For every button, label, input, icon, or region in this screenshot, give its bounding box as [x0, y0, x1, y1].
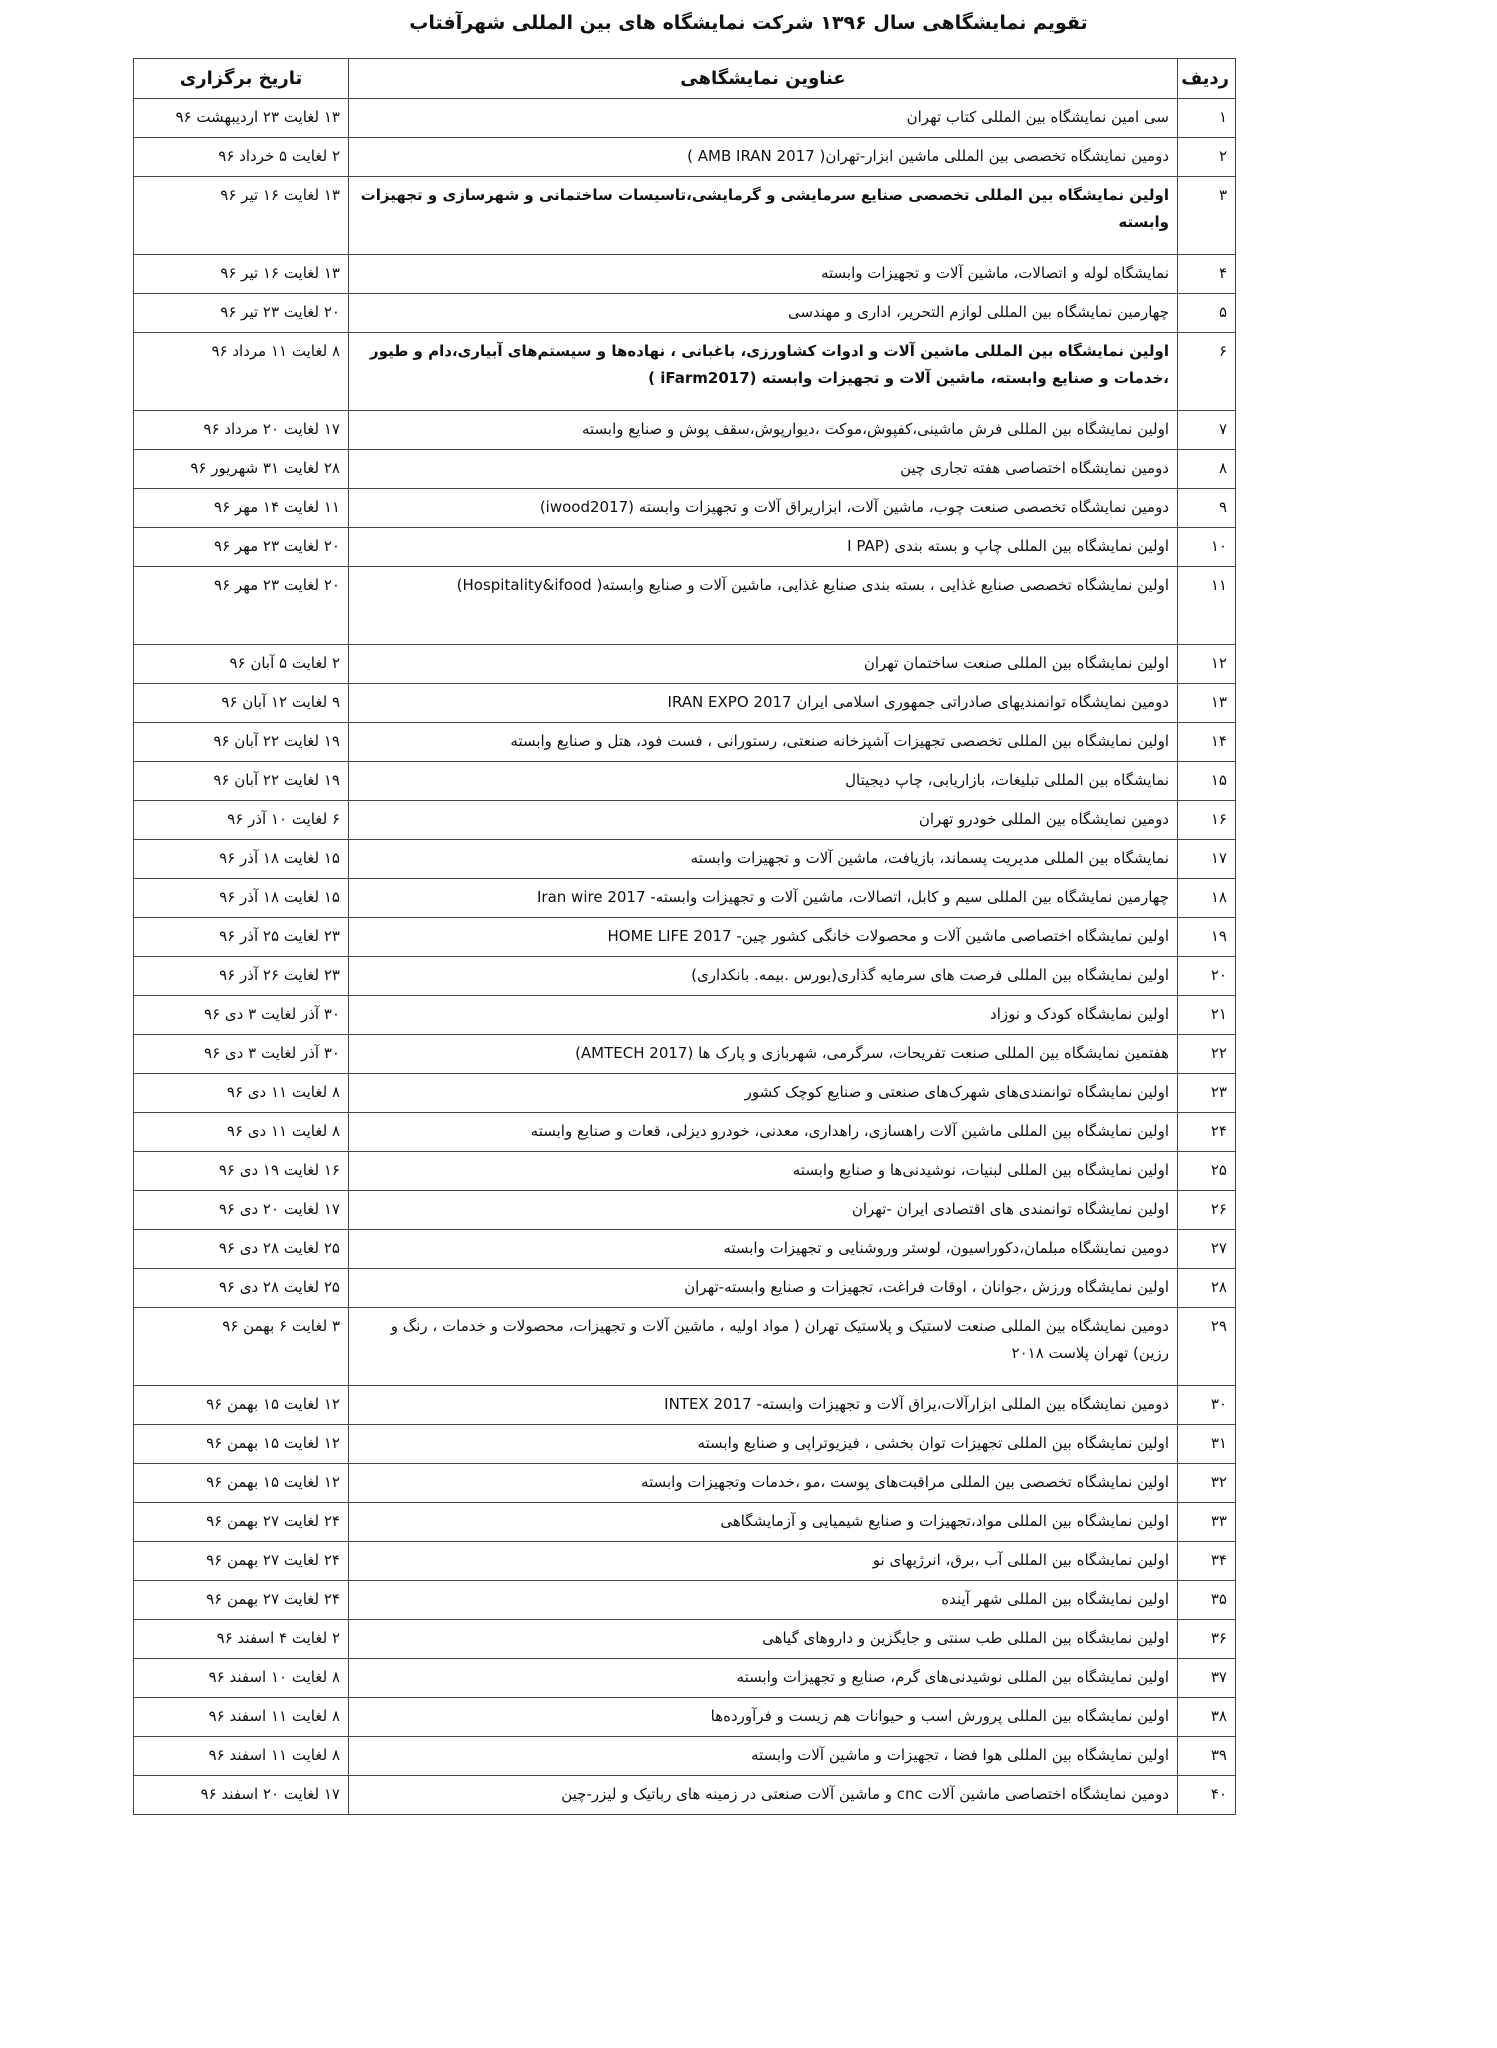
exhibition-date-cell: ۶ لغایت ۱۰ آذر ۹۶	[134, 801, 349, 840]
exhibition-date-cell: ۲۳ لغایت ۲۵ آذر ۹۶	[134, 918, 349, 957]
exhibition-title-cell: چهارمین نمایشگاه بین المللی لوازم التحریر، اداری و مهندسی	[349, 294, 1178, 333]
exhibition-title-cell: دومین نمایشگاه توانمندیهای صادراتی جمهوری اسلامی ایران IRAN EXPO 2017	[349, 684, 1178, 723]
table-row	[134, 1152, 1236, 1191]
row-index-cell: ۷	[1178, 411, 1236, 450]
exhibition-date-cell: ۱۶ لغایت ۱۹ دی ۹۶	[134, 1152, 349, 1191]
table-row	[134, 1737, 1236, 1776]
row-index-cell: ۲۴	[1178, 1113, 1236, 1152]
table-row	[134, 645, 1236, 684]
row-index-cell: ۱۳	[1178, 684, 1236, 723]
exhibition-date-cell: ۱۵ لغایت ۱۸ آذر ۹۶	[134, 879, 349, 918]
exhibition-title-cell: اولین نمایشگاه بین المللی نوشیدنی‌های گرم، صنایع و تجهیزات وابسته	[349, 1659, 1178, 1698]
exhibition-title-cell: اولین نمایشگاه ورزش ،جوانان ، اوقات فراغت، تجهیزات و صنایع وابسته-تهران	[349, 1269, 1178, 1308]
table-row	[134, 957, 1236, 996]
exhibition-date-cell: ۸ لغایت ۱۰ اسفند ۹۶	[134, 1659, 349, 1698]
exhibition-title-cell: نمایشگاه بین المللی مدیریت پسماند، بازیافت، ماشین آلات و تجهیزات وابسته	[349, 840, 1178, 879]
table-row	[134, 1659, 1236, 1698]
table-row	[134, 255, 1236, 294]
table-row	[134, 723, 1236, 762]
row-index-cell: ۳۵	[1178, 1581, 1236, 1620]
exhibition-date-cell: ۲۸ لغایت ۳۱ شهریور ۹۶	[134, 450, 349, 489]
exhibition-title-cell: اولین نمایشگاه کودک و نوزاد	[349, 996, 1178, 1035]
exhibition-date-cell: ۱۳ لغایت ۲۳ اردیبهشت ۹۶	[134, 99, 349, 138]
exhibition-date-cell: ۲۴ لغایت ۲۷ بهمن ۹۶	[134, 1542, 349, 1581]
table-row	[134, 1113, 1236, 1152]
exhibition-title-cell: چهارمین نمایشگاه بین المللی سیم و کابل، اتصالات، ماشین آلات و تجهیزات وابسته- Iran wire 2017	[349, 879, 1178, 918]
exhibition-date-cell: ۲۵ لغایت ۲۸ دی ۹۶	[134, 1230, 349, 1269]
row-index-cell: ۴	[1178, 255, 1236, 294]
row-index-cell: ۳۳	[1178, 1503, 1236, 1542]
exhibition-title-cell: اولین نمایشگاه بین المللی آب ،برق، انرژیهای نو	[349, 1542, 1178, 1581]
table-row	[134, 567, 1236, 645]
exhibition-date-cell: ۸ لغایت ۱۱ دی ۹۶	[134, 1074, 349, 1113]
exhibition-date-cell: ۳۰ آذر لغایت ۳ دی ۹۶	[134, 1035, 349, 1074]
exhibition-date-cell: ۲ لغایت ۵ خرداد ۹۶	[134, 138, 349, 177]
exhibition-date-cell: ۱۳ لغایت ۱۶ تیر ۹۶	[134, 255, 349, 294]
row-index-cell: ۱۰	[1178, 528, 1236, 567]
exhibition-title-cell: اولین نمایشگاه بین المللی صنعت ساختمان تهران	[349, 645, 1178, 684]
exhibition-date-cell: ۲۴ لغایت ۲۷ بهمن ۹۶	[134, 1581, 349, 1620]
exhibition-date-cell: ۲۵ لغایت ۲۸ دی ۹۶	[134, 1269, 349, 1308]
exhibition-title-cell: دومین نمایشگاه اختصاصی ماشین آلات cnc و ماشین آلات صنعتی در زمینه های رباتیک و لیزر-چین	[349, 1776, 1178, 1815]
exhibition-title-cell: اولین نمایشگاه بین المللی ماشین آلات راهسازی، راهداری، معدنی، خودرو دیزلی، قعات و صنایع وابسته	[349, 1113, 1178, 1152]
exhibition-title-cell: اولین نمایشگاه بین المللی شهر آینده	[349, 1581, 1178, 1620]
row-index-cell: ۲	[1178, 138, 1236, 177]
table-row	[134, 411, 1236, 450]
exhibition-calendar-table	[133, 58, 1236, 1815]
row-index-cell: ۸	[1178, 450, 1236, 489]
table-row	[134, 99, 1236, 138]
table-row	[134, 1581, 1236, 1620]
exhibition-title-cell: اولین نمایشگاه بین المللی پرورش اسب و حیوانات هم زیست و فرآورده‌ها	[349, 1698, 1178, 1737]
table-row	[134, 1386, 1236, 1425]
table-row	[134, 333, 1236, 411]
table-header-row	[134, 59, 1236, 99]
table-row	[134, 1503, 1236, 1542]
exhibition-date-cell: ۱۷ لغایت ۲۰ دی ۹۶	[134, 1191, 349, 1230]
exhibition-date-cell: ۱۷ لغایت ۲۰ مرداد ۹۶	[134, 411, 349, 450]
exhibition-title-cell: دومین نمایشگاه بین المللی ابزارآلات،یراق آلات و تجهیزات وابسته- INTEX 2017	[349, 1386, 1178, 1425]
table-row	[134, 1308, 1236, 1386]
row-index-cell: ۲۵	[1178, 1152, 1236, 1191]
row-index-cell: ۳۱	[1178, 1425, 1236, 1464]
exhibition-date-cell: ۲۴ لغایت ۲۷ بهمن ۹۶	[134, 1503, 349, 1542]
table-row	[134, 684, 1236, 723]
table-row	[134, 1230, 1236, 1269]
table-row	[134, 1776, 1236, 1815]
row-index-cell: ۱۶	[1178, 801, 1236, 840]
row-index-cell: ۵	[1178, 294, 1236, 333]
table-row	[134, 762, 1236, 801]
exhibition-title-cell: دومین نمایشگاه مبلمان،دکوراسیون، لوستر وروشنایی و تجهیزات وابسته	[349, 1230, 1178, 1269]
exhibition-date-cell: ۹ لغایت ۱۲ آبان ۹۶	[134, 684, 349, 723]
exhibition-title-cell: دومین نمایشگاه اختصاصی هفته تجاری چین	[349, 450, 1178, 489]
exhibition-date-cell: ۲ لغایت ۵ آبان ۹۶	[134, 645, 349, 684]
row-index-cell: ۱۴	[1178, 723, 1236, 762]
table-row	[134, 450, 1236, 489]
row-index-cell: ۱۸	[1178, 879, 1236, 918]
row-index-cell: ۲۱	[1178, 996, 1236, 1035]
table-row	[134, 1191, 1236, 1230]
row-index-cell: ۱۵	[1178, 762, 1236, 801]
header-title: عناوین نمایشگاهی	[349, 59, 1178, 99]
exhibition-title-cell: نمایشگاه لوله و اتصالات، ماشین آلات و تجهیزات وابسته	[349, 255, 1178, 294]
row-index-cell: ۱	[1178, 99, 1236, 138]
exhibition-title-cell: دومین نمایشگاه تخصصی بین المللی ماشین ابزار-تهران( AMB IRAN 2017 )	[349, 138, 1178, 177]
table-row	[134, 489, 1236, 528]
exhibition-title-cell: دومین نمایشگاه تخصصی صنعت چوب، ماشین آلات، ابزاریراق آلات و تجهیزات وابسته (iwood2017)	[349, 489, 1178, 528]
exhibition-date-cell: ۸ لغایت ۱۱ دی ۹۶	[134, 1113, 349, 1152]
row-index-cell: ۲۸	[1178, 1269, 1236, 1308]
exhibition-title-cell: اولین نمایشگاه بین المللی چاپ و بسته بندی (I PAP	[349, 528, 1178, 567]
row-index-cell: ۲۲	[1178, 1035, 1236, 1074]
table-row	[134, 1620, 1236, 1659]
table-row	[134, 294, 1236, 333]
table-row	[134, 1269, 1236, 1308]
table-row	[134, 918, 1236, 957]
exhibition-title-cell: اولین نمایشگاه بین المللی ماشین آلات و ادوات کشاورزی، باغبانی ، نهاده‌ها و سیستم‌های آبیاری،دام و طیور ،خدمات و صنایع وابسته، ماشین آلات و تجهیزات وابسته (iFarm2017 )	[349, 333, 1178, 411]
table-row	[134, 879, 1236, 918]
table-row	[134, 1425, 1236, 1464]
exhibition-date-cell: ۸ لغایت ۱۱ اسفند ۹۶	[134, 1737, 349, 1776]
table-row	[134, 1698, 1236, 1737]
row-index-cell: ۹	[1178, 489, 1236, 528]
table-row	[134, 840, 1236, 879]
exhibition-title-cell: اولین نمایشگاه بین المللی فرصت های سرمایه گذاری(بورس .بیمه. بانکداری)	[349, 957, 1178, 996]
exhibition-date-cell: ۱۹ لغایت ۲۲ آبان ۹۶	[134, 723, 349, 762]
row-index-cell: ۱۱	[1178, 567, 1236, 645]
row-index-cell: ۲۶	[1178, 1191, 1236, 1230]
row-index-cell: ۲۰	[1178, 957, 1236, 996]
row-index-cell: ۳۲	[1178, 1464, 1236, 1503]
header-index: ردیف	[1178, 59, 1236, 99]
row-index-cell: ۲۳	[1178, 1074, 1236, 1113]
row-index-cell: ۳۰	[1178, 1386, 1236, 1425]
row-index-cell: ۶	[1178, 333, 1236, 411]
header-date: تاریخ برگزاری	[134, 59, 349, 99]
exhibition-title-cell: اولین نمایشگاه اختصاصی ماشین آلات و محصولات خانگی کشور چین- HOME LIFE 2017	[349, 918, 1178, 957]
exhibition-date-cell: ۱۹ لغایت ۲۲ آبان ۹۶	[134, 762, 349, 801]
exhibition-title-cell: اولین نمایشگاه بین المللی هوا فضا ، تجهیزات و ماشین آلات وابسته	[349, 1737, 1178, 1776]
table-row	[134, 138, 1236, 177]
row-index-cell: ۲۷	[1178, 1230, 1236, 1269]
row-index-cell: ۱۲	[1178, 645, 1236, 684]
row-index-cell: ۴۰	[1178, 1776, 1236, 1815]
exhibition-title-cell: اولین نمایشگاه بین المللی مواد،تجهیزات و صنایع شیمیایی و آزمایشگاهی	[349, 1503, 1178, 1542]
exhibition-date-cell: ۳۰ آذر لغایت ۳ دی ۹۶	[134, 996, 349, 1035]
exhibition-date-cell: ۱۲ لغایت ۱۵ بهمن ۹۶	[134, 1425, 349, 1464]
table-row	[134, 996, 1236, 1035]
exhibition-date-cell: ۱۷ لغایت ۲۰ اسفند ۹۶	[134, 1776, 349, 1815]
row-index-cell: ۳۶	[1178, 1620, 1236, 1659]
table-body	[134, 99, 1236, 1815]
exhibition-title-cell: اولین نمایشگاه توانمندی‌های شهرک‌های صنعتی و صنایع کوچک کشور	[349, 1074, 1178, 1113]
table-row	[134, 1074, 1236, 1113]
exhibition-date-cell: ۸ لغایت ۱۱ مرداد ۹۶	[134, 333, 349, 411]
exhibition-title-cell: اولین نمایشگاه تخصصی صنایع غذایی ، بسته بندی صنایع غذایی، ماشین آلات و صنایع وابسته( Hospitality&ifood)	[349, 567, 1178, 645]
exhibition-date-cell: ۲۰ لغایت ۲۳ تیر ۹۶	[134, 294, 349, 333]
row-index-cell: ۱۷	[1178, 840, 1236, 879]
exhibition-title-cell: اولین نمایشگاه بین المللی طب سنتی و جایگزین و داروهای گیاهی	[349, 1620, 1178, 1659]
exhibition-date-cell: ۱۱ لغایت ۱۴ مهر ۹۶	[134, 489, 349, 528]
row-index-cell: ۳	[1178, 177, 1236, 255]
exhibition-date-cell: ۳ لغایت ۶ بهمن ۹۶	[134, 1308, 349, 1386]
exhibition-title-cell: اولین نمایشگاه بین المللی تخصصی صنایع سرمایشی و گرمایشی،تاسیسات ساختمانی و شهرسازی و تجهیزات وابسته	[349, 177, 1178, 255]
exhibition-title-cell: سی امین نمایشگاه بین المللی کتاب تهران	[349, 99, 1178, 138]
document-title: تقویم نمایشگاهی سال ۱۳۹۶ شرکت نمایشگاه های بین المللی شهرآفتاب	[409, 12, 1088, 34]
exhibition-date-cell: ۲ لغایت ۴ اسفند ۹۶	[134, 1620, 349, 1659]
table-row	[134, 528, 1236, 567]
exhibition-title-cell: اولین نمایشگاه بین المللی فرش ماشینی،کفپوش،موکت ،دیوارپوش،سقف پوش و صنایع وابسته	[349, 411, 1178, 450]
table-row	[134, 1035, 1236, 1074]
table-row	[134, 1542, 1236, 1581]
row-index-cell: ۲۹	[1178, 1308, 1236, 1386]
row-index-cell: ۳۹	[1178, 1737, 1236, 1776]
exhibition-date-cell: ۲۰ لغایت ۲۳ مهر ۹۶	[134, 528, 349, 567]
row-index-cell: ۳۴	[1178, 1542, 1236, 1581]
exhibition-date-cell: ۲۰ لغایت ۲۳ مهر ۹۶	[134, 567, 349, 645]
exhibition-date-cell: ۱۲ لغایت ۱۵ بهمن ۹۶	[134, 1386, 349, 1425]
exhibition-title-cell: اولین نمایشگاه تخصصی بین المللی مراقبت‌های پوست ،مو ،خدمات وتجهیزات وابسته	[349, 1464, 1178, 1503]
row-index-cell: ۳۸	[1178, 1698, 1236, 1737]
exhibition-title-cell: دومین نمایشگاه بین المللی صنعت لاستیک و پلاستیک تهران ( مواد اولیه ، ماشین آلات و تجهیزات، محصولات و خدمات ، رنگ و رزین) تهران پلاست ۲۰۱۸	[349, 1308, 1178, 1386]
table-row	[134, 1464, 1236, 1503]
exhibition-date-cell: ۲۳ لغایت ۲۶ آذر ۹۶	[134, 957, 349, 996]
exhibition-title-cell: نمایشگاه بین المللی تبلیغات، بازاریابی، چاپ دیجیتال	[349, 762, 1178, 801]
exhibition-date-cell: ۱۵ لغایت ۱۸ آذر ۹۶	[134, 840, 349, 879]
exhibition-date-cell: ۱۳ لغایت ۱۶ تیر ۹۶	[134, 177, 349, 255]
exhibition-title-cell: هفتمین نمایشگاه بین المللی صنعت تفریحات، سرگرمی، شهربازی و پارک ها (AMTECH 2017)	[349, 1035, 1178, 1074]
table-row	[134, 177, 1236, 255]
exhibition-title-cell: اولین نمایشگاه توانمندی های اقتصادی ایران -تهران	[349, 1191, 1178, 1230]
row-index-cell: ۳۷	[1178, 1659, 1236, 1698]
exhibition-title-cell: اولین نمایشگاه بین المللی لبنیات، نوشیدنی‌ها و صنایع وابسته	[349, 1152, 1178, 1191]
exhibition-date-cell: ۸ لغایت ۱۱ اسفند ۹۶	[134, 1698, 349, 1737]
exhibition-title-cell: اولین نمایشگاه بین المللی تجهیزات توان بخشی ، فیزیوتراپی و صنایع وابسته	[349, 1425, 1178, 1464]
table-row	[134, 801, 1236, 840]
exhibition-title-cell: اولین نمایشگاه بین المللی تخصصی تجهیزات آشپزخانه صنعتی، رستورانی ، فست فود، هتل و صنایع وابسته	[349, 723, 1178, 762]
row-index-cell: ۱۹	[1178, 918, 1236, 957]
exhibition-title-cell: دومین نمایشگاه بین المللی خودرو تهران	[349, 801, 1178, 840]
exhibition-date-cell: ۱۲ لغایت ۱۵ بهمن ۹۶	[134, 1464, 349, 1503]
